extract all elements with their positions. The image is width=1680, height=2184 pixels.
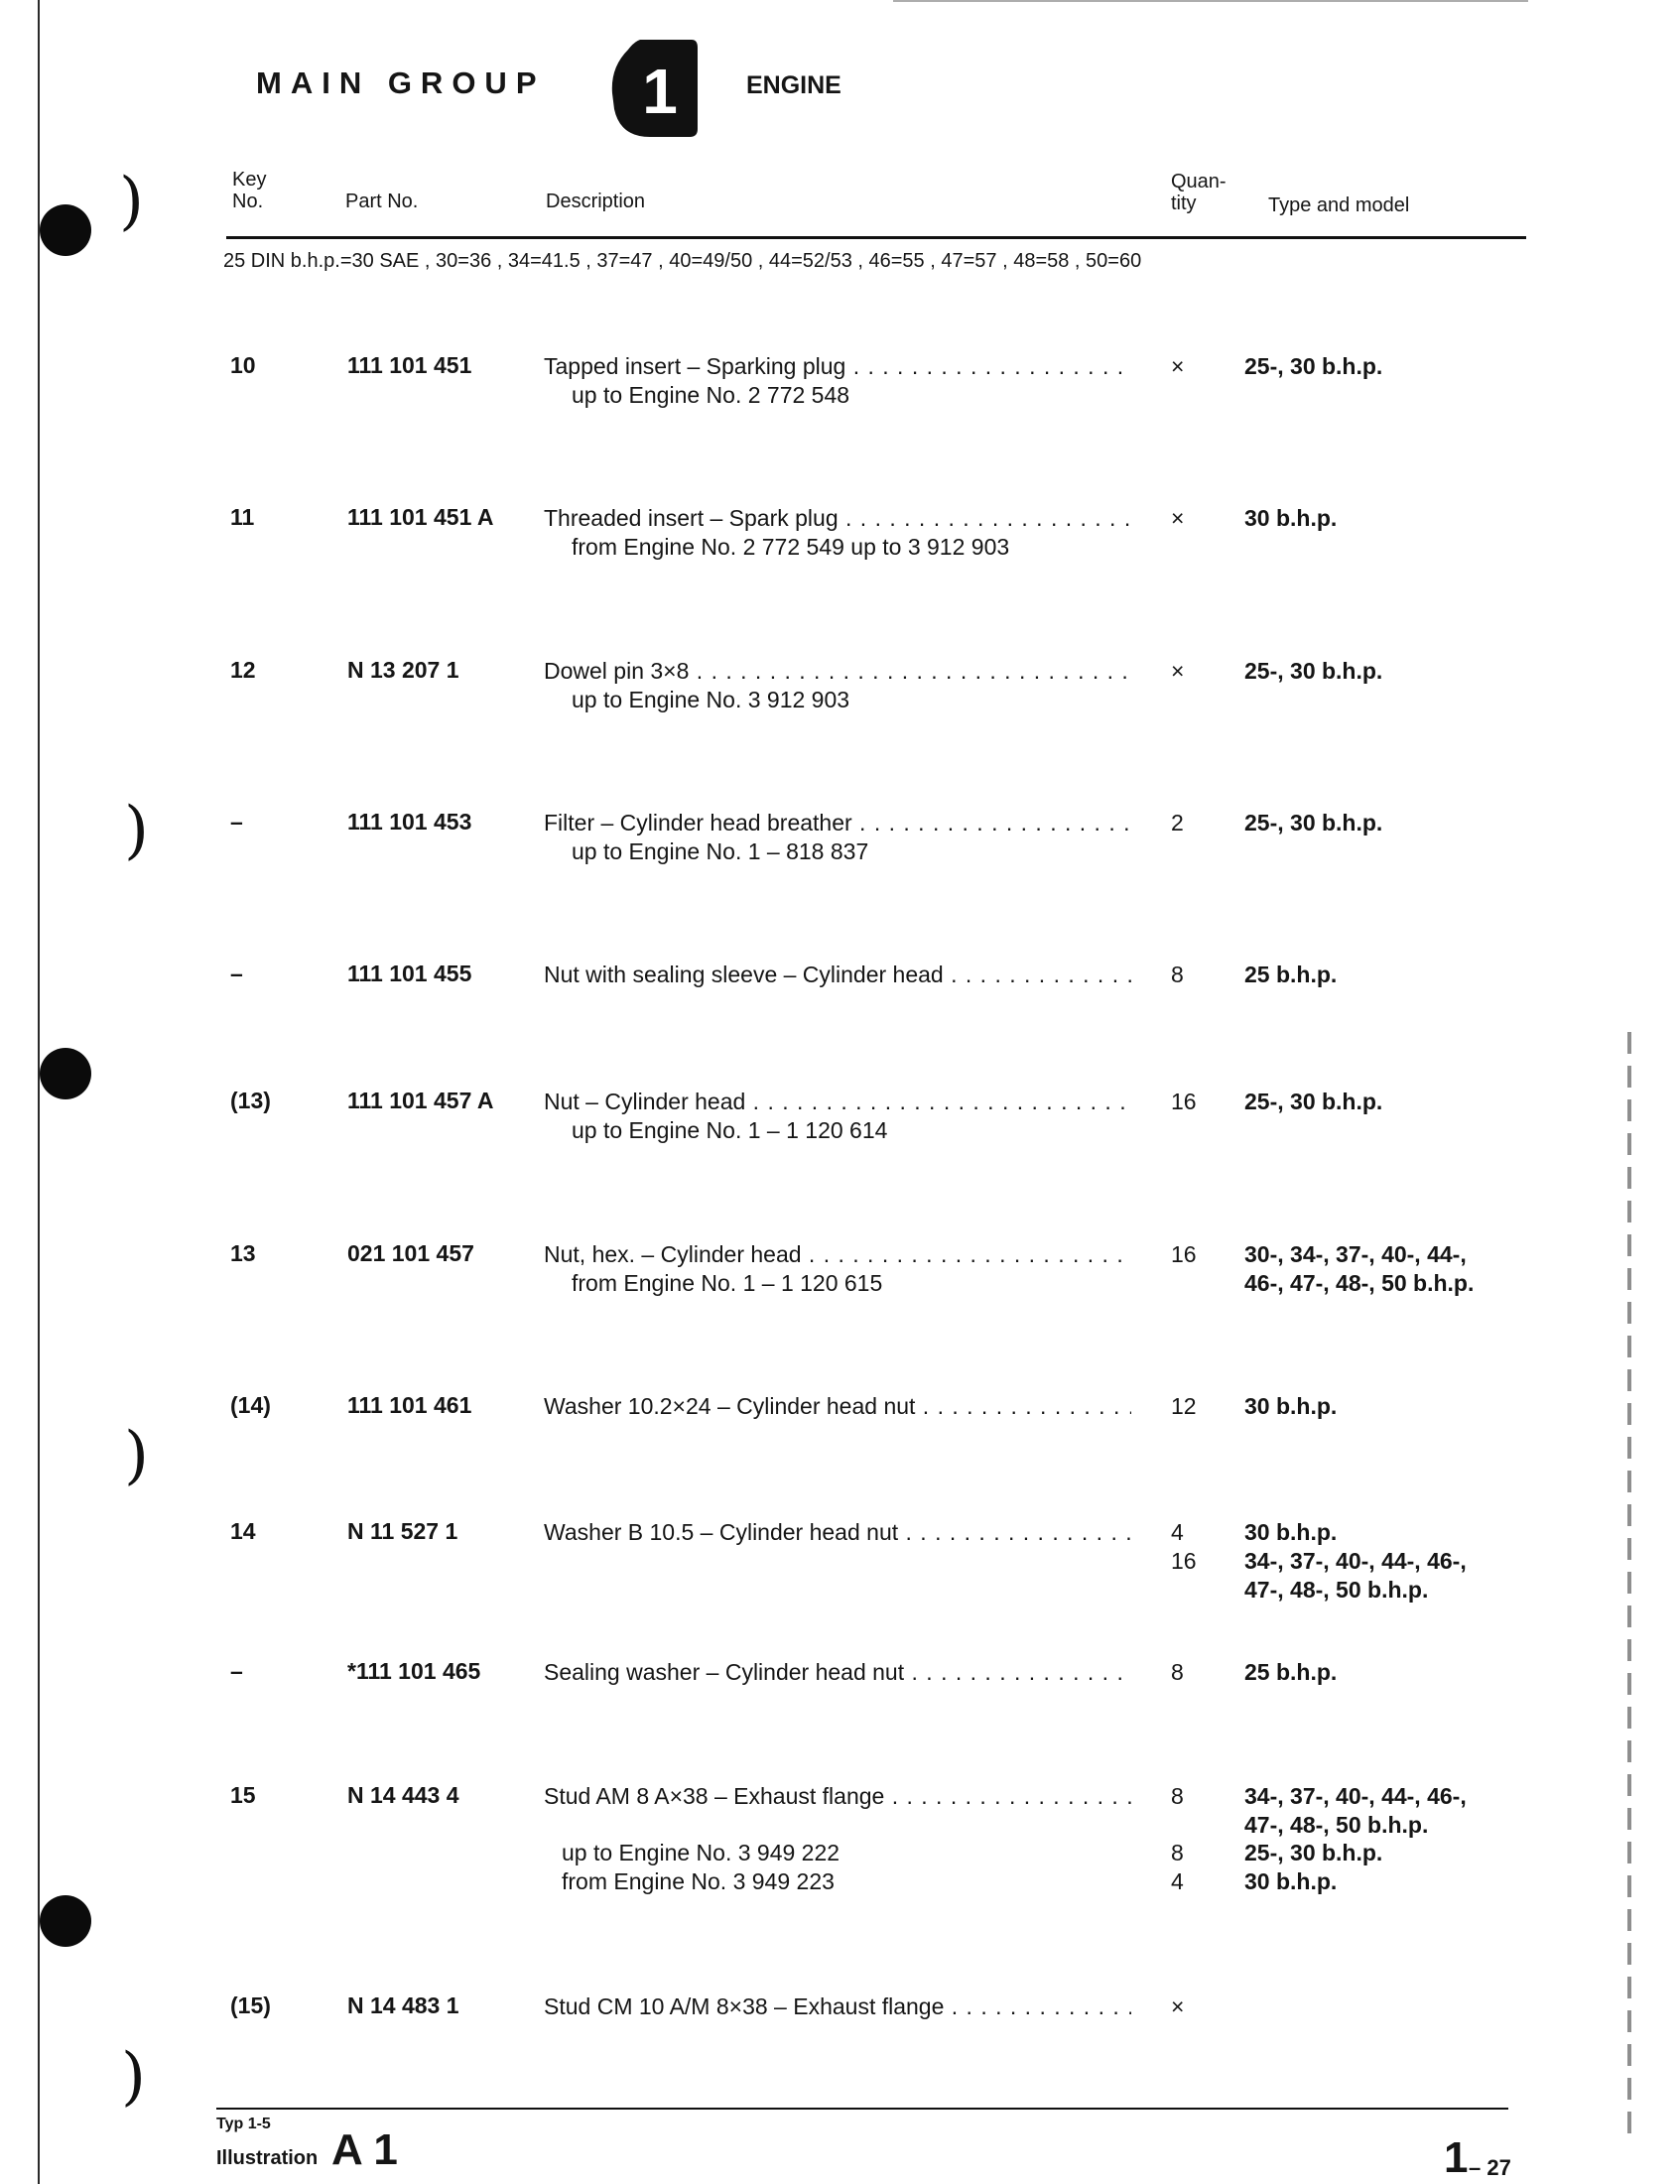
column-header-type: Type and model <box>1268 194 1410 216</box>
part-number: N 14 443 4 <box>347 1782 459 1808</box>
quantity <box>1171 504 1211 533</box>
description-main <box>544 1088 1131 1116</box>
column-header-quantity-line1: Quan- <box>1171 171 1227 193</box>
quantity-value: × <box>1171 505 1185 531</box>
description-main <box>544 1240 1131 1269</box>
type-value: 34-, 37-, 40-, 44-, 46-, <box>1244 1548 1467 1574</box>
key-number: 10 <box>230 352 256 378</box>
type-and-model <box>1244 352 1542 381</box>
part-description <box>544 961 1131 989</box>
type-value: 25-, 30 b.h.p. <box>1244 1089 1383 1114</box>
header-rule <box>226 236 1526 239</box>
part-number: 111 101 455 <box>347 961 472 986</box>
punch-hole <box>40 204 91 256</box>
description-main <box>544 1782 1131 1811</box>
description-subline: up to Engine No. 1 – 1 120 614 <box>572 1117 888 1143</box>
type-and-model <box>1244 657 1542 686</box>
part-number: N 11 527 1 <box>347 1518 458 1544</box>
column-header-quantity-line2: tity <box>1171 193 1197 214</box>
description-main <box>544 352 1131 381</box>
part-number: 111 101 451 A <box>347 504 494 530</box>
quantity-value: 16 <box>1171 1548 1197 1574</box>
part-number: 111 101 451 <box>347 352 472 378</box>
punch-hole <box>40 1895 91 1947</box>
type-value: 47-, 48-, 50 b.h.p. <box>1244 1812 1429 1838</box>
key-number: 15 <box>230 1782 256 1808</box>
part-description <box>544 1240 1131 1298</box>
part-description <box>544 1392 1131 1421</box>
binder-mark: ) <box>124 794 149 867</box>
column-header-key <box>232 169 266 212</box>
column-header-key-line1: Key <box>232 169 267 191</box>
part-description <box>544 1518 1131 1547</box>
key-number: 11 <box>230 504 255 530</box>
page-number: 1 <box>1444 2133 1469 2182</box>
type-and-model <box>1244 1240 1542 1298</box>
part-description <box>544 1658 1131 1687</box>
quantity <box>1171 1992 1211 2021</box>
part-number: N 14 483 1 <box>347 1992 459 2018</box>
description-main <box>544 1392 1131 1421</box>
quantity-value: 4 <box>1171 1868 1184 1894</box>
description-text: Nut – Cylinder head . . . <box>544 1088 1131 1116</box>
type-value: 34-, 37-, 40-, 44-, 46-, <box>1244 1783 1467 1809</box>
type-value: 25-, 30 b.h.p. <box>1244 658 1383 684</box>
type-value: 25 b.h.p. <box>1244 962 1338 987</box>
key-number: (14) <box>230 1392 271 1418</box>
group-number-badge <box>610 38 700 139</box>
quantity <box>1171 657 1211 686</box>
type-value: 30 b.h.p. <box>1244 1868 1338 1894</box>
type-and-model <box>1244 961 1542 989</box>
type-value: 30-, 34-, 37-, 40-, 44-, <box>1244 1241 1467 1267</box>
quantity-value: 4 <box>1171 1519 1184 1545</box>
description-text: Stud CM 10 A/M 8×38 – Exhaust flange . . . <box>544 1992 1131 2021</box>
description-subline: up to Engine No. 3 912 903 <box>572 687 850 712</box>
description-main <box>544 1992 1131 2021</box>
column-header-key-line2: No. <box>232 191 264 212</box>
description-subline: up to Engine No. 3 949 222 <box>562 1840 840 1865</box>
description-subline: from Engine No. 1 – 1 120 615 <box>572 1270 883 1296</box>
key-number: – <box>230 1658 243 1684</box>
quantity <box>1171 1518 1211 1576</box>
key-number: (13) <box>230 1088 271 1113</box>
group-number: 1 <box>642 56 678 127</box>
column-header-description: Description <box>546 191 646 212</box>
type-and-model <box>1244 504 1542 533</box>
description-main <box>544 809 1131 837</box>
description-text: Washer B 10.5 – Cylinder head nut . . . <box>544 1518 1131 1547</box>
description-text: Stud AM 8 A×38 – Exhaust flange . . . <box>544 1782 1131 1811</box>
quantity-value: 8 <box>1171 1840 1184 1865</box>
type-and-model <box>1244 1088 1542 1116</box>
quantity <box>1171 1658 1211 1687</box>
quantity-value: 2 <box>1171 810 1184 835</box>
scan-edge-line <box>1627 1032 1631 2143</box>
group-title: ENGINE <box>746 71 841 99</box>
description-text: Nut with sealing sleeve – Cylinder head . . . <box>544 961 1131 989</box>
quantity <box>1171 809 1211 837</box>
quantity <box>1171 352 1211 381</box>
quantity <box>1171 961 1211 989</box>
description-text: Filter – Cylinder head breather . . . <box>544 809 1131 837</box>
description-subline: up to Engine No. 1 – 818 837 <box>572 838 869 864</box>
quantity <box>1171 1088 1211 1116</box>
part-description <box>544 352 1131 410</box>
part-description <box>544 504 1131 562</box>
page-edge-rule <box>38 0 40 2184</box>
part-number: 111 101 457 A <box>347 1088 494 1113</box>
description-main <box>544 1658 1131 1687</box>
part-number: 111 101 453 <box>347 809 472 835</box>
key-number: 13 <box>230 1240 256 1266</box>
description-subline: from Engine No. 3 949 223 <box>562 1868 835 1894</box>
description-text: Washer 10.2×24 – Cylinder head nut . . . <box>544 1392 1131 1421</box>
key-number: (15) <box>230 1992 271 2018</box>
part-description <box>544 809 1131 866</box>
part-number: 021 101 457 <box>347 1240 474 1266</box>
type-and-model <box>1244 1518 1542 1605</box>
part-description <box>544 1088 1131 1145</box>
description-subline: from Engine No. 2 772 549 up to 3 912 903 <box>572 534 1010 560</box>
description-main <box>544 504 1131 533</box>
quantity-value: 12 <box>1171 1393 1197 1419</box>
type-value: 46-, 47-, 48-, 50 b.h.p. <box>1244 1270 1475 1296</box>
punch-hole <box>40 1048 91 1099</box>
type-value: 25-, 30 b.h.p. <box>1244 353 1383 379</box>
column-header-part: Part No. <box>345 191 419 212</box>
illustration-code: A 1 <box>331 2125 398 2174</box>
key-number: 12 <box>230 657 256 683</box>
part-description <box>544 1992 1131 2021</box>
type-label: Typ 1-5 <box>216 2116 271 2132</box>
type-value: 30 b.h.p. <box>1244 1393 1338 1419</box>
type-and-model <box>1244 1782 1542 1840</box>
quantity-value: 8 <box>1171 962 1184 987</box>
part-description <box>544 1782 1131 1811</box>
key-number: 14 <box>230 1518 256 1544</box>
description-text: Dowel pin 3×8 . . . <box>544 657 1131 686</box>
part-number: 111 101 461 <box>347 1392 472 1418</box>
key-number: – <box>230 961 243 986</box>
main-group-label: MAIN GROUP <box>256 65 546 100</box>
footer-rule <box>216 2108 1508 2110</box>
type-value: 30 b.h.p. <box>1244 1519 1338 1545</box>
description-main <box>544 657 1131 686</box>
type-value: 25 b.h.p. <box>1244 1659 1338 1685</box>
column-header-quantity <box>1171 171 1227 214</box>
type-value: 25-, 30 b.h.p. <box>1244 810 1383 835</box>
quantity-value: × <box>1171 658 1185 684</box>
part-number: *111 101 465 <box>347 1658 481 1684</box>
part-number: N 13 207 1 <box>347 657 459 683</box>
binder-mark: ) <box>124 1419 149 1492</box>
type-value: 30 b.h.p. <box>1244 505 1338 531</box>
description-text: Threaded insert – Spark plug . . . <box>544 504 1131 533</box>
quantity-value: 16 <box>1171 1241 1197 1267</box>
type-and-model <box>1244 809 1542 837</box>
description-text: Sealing washer – Cylinder head nut . . . <box>544 1658 1131 1687</box>
binder-mark: ) <box>119 165 144 238</box>
quantity-value: × <box>1171 353 1185 379</box>
type-value: 25-, 30 b.h.p. <box>1244 1840 1383 1865</box>
description-subline: up to Engine No. 2 772 548 <box>572 382 850 408</box>
quantity-value: 8 <box>1171 1783 1184 1809</box>
type-and-model <box>1244 1392 1542 1421</box>
illustration-label: Illustration <box>216 2147 319 2169</box>
description-text: Tapped insert – Sparking plug . . . <box>544 352 1131 381</box>
description-main <box>544 1518 1131 1547</box>
type-value: 47-, 48-, 50 b.h.p. <box>1244 1577 1429 1603</box>
binder-mark: ) <box>121 2040 146 2114</box>
quantity <box>1171 1240 1211 1269</box>
part-description <box>544 657 1131 714</box>
quantity <box>1171 1782 1211 1811</box>
description-main <box>544 961 1131 989</box>
quantity-value: × <box>1171 1993 1185 2019</box>
scan-edge-line <box>893 0 1528 2</box>
page-number-suffix: – 27 <box>1469 2155 1511 2180</box>
quantity-value: 8 <box>1171 1659 1184 1685</box>
quantity <box>1171 1392 1211 1421</box>
hp-legend: 25 DIN b.h.p.=30 SAE , 30=36 , 34=41.5 , 37=47 , 40=49/50 , 44=52/53 , 46=55 , 47=57 , 48=58 , 50=60 <box>223 250 1142 272</box>
type-and-model <box>1244 1658 1542 1687</box>
quantity-value: 16 <box>1171 1089 1197 1114</box>
description-text: Nut, hex. – Cylinder head . . . <box>544 1240 1131 1269</box>
key-number: – <box>230 809 243 835</box>
group-badge-shape <box>610 38 700 139</box>
